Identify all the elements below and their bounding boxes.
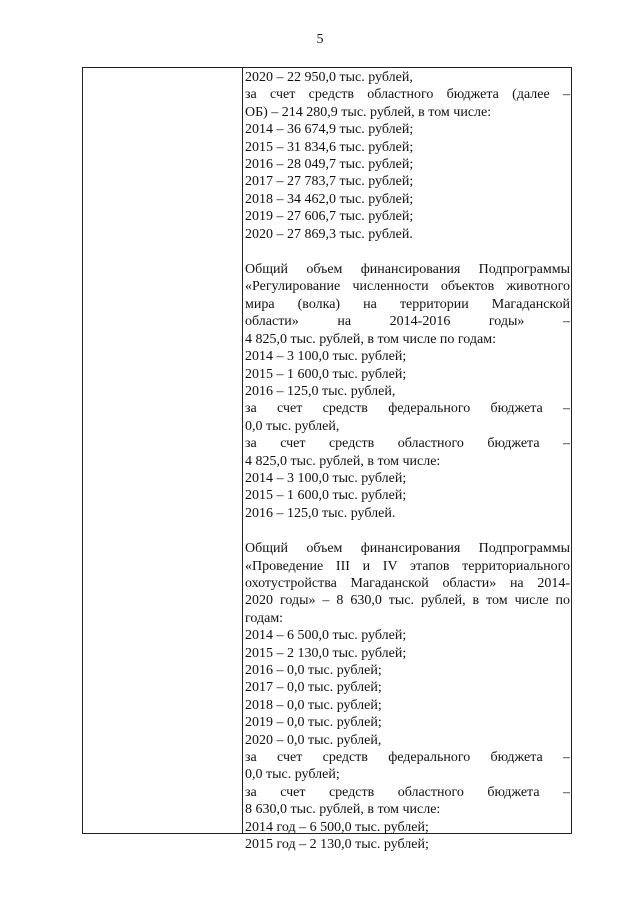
text-line: 2020 годы» – 8 630,0 тыс. рублей, в том числе по <box>245 593 570 609</box>
column-divider <box>242 67 243 834</box>
text-line: Общий объем финансирования Подпрограммы <box>245 262 570 278</box>
text-line: 2019 – 0,0 тыс. рублей; <box>245 715 382 731</box>
text-line: 2014 – 3 100,0 тыс. рублей; <box>245 470 407 486</box>
text-line: 2016 – 125,0 тыс. рублей. <box>245 505 396 521</box>
text-line: 2015 год – 2 130,0 тыс. рублей; <box>245 837 429 853</box>
text-line: 4 825,0 тыс. рублей, в том числе: <box>245 453 441 469</box>
text-line: за счет средств областного бюджета (далее – <box>245 87 570 103</box>
table-cell-content <box>245 69 570 853</box>
paragraph-state-program-budget <box>245 69 570 243</box>
text-line: области» на 2014-2016 годы» – <box>245 314 570 330</box>
text-line: 2018 – 34 462,0 тыс. рублей; <box>245 191 414 207</box>
text-line: 2020 – 0,0 тыс. рублей, <box>245 732 382 748</box>
text-line: ОБ) – 214 280,9 тыс. рублей, в том числе: <box>245 104 492 120</box>
text-line: за счет средств федерального бюджета – <box>245 401 570 417</box>
text-line: 8 630,0 тыс. рублей, в том числе: <box>245 802 441 818</box>
text-line: 2015 – 31 834,6 тыс. рублей; <box>245 139 414 155</box>
page-number: 5 <box>316 32 324 47</box>
text-line: 2014 – 6 500,0 тыс. рублей; <box>245 628 407 644</box>
text-line: годам: <box>245 610 284 626</box>
text-line: 2014 – 3 100,0 тыс. рублей; <box>245 349 407 365</box>
text-line: 2015 – 2 130,0 тыс. рублей; <box>245 645 407 661</box>
paragraph-wolf-subprogram <box>245 261 570 522</box>
text-line: 0,0 тыс. рублей, <box>245 418 340 434</box>
text-line: охотустройства Магаданской области» на 2014- <box>245 575 570 591</box>
text-line: 2019 – 27 606,7 тыс. рублей; <box>245 209 414 225</box>
text-line: 2015 – 1 600,0 тыс. рублей; <box>245 366 407 382</box>
text-line: 2014 – 36 674,9 тыс. рублей; <box>245 122 414 138</box>
text-line: 2017 – 27 783,7 тыс. рублей; <box>245 174 414 190</box>
text-line: 2016 – 0,0 тыс. рублей; <box>245 663 382 678</box>
text-line: 2020 – 27 869,3 тыс. рублей. <box>245 226 413 242</box>
text-line: 2016 – 125,0 тыс. рублей, <box>245 383 396 399</box>
text-line: за счет средств областного бюджета – <box>245 436 570 452</box>
text-line: 0,0 тыс. рублей; <box>245 767 340 783</box>
paragraph-hunting-subprogram <box>245 540 570 853</box>
text-line: за счет средств областного бюджета – <box>245 784 570 800</box>
text-line: 2018 – 0,0 тыс. рублей; <box>245 697 382 713</box>
text-line: 2016 – 28 049,7 тыс. рублей; <box>245 157 414 173</box>
text-line: 4 825,0 тыс. рублей, в том числе по годам: <box>245 331 496 347</box>
text-line: 2017 – 0,0 тыс. рублей; <box>245 680 382 696</box>
text-line: 2015 – 1 600,0 тыс. рублей; <box>245 488 407 504</box>
text-line: «Проведение III и IV этапов территориального <box>245 558 570 574</box>
text-line: мира (волка) на территории Магаданской <box>245 296 570 312</box>
text-line: за счет средств федерального бюджета – <box>245 750 570 766</box>
text-line: Общий объем финансирования Подпрограммы <box>245 541 570 557</box>
text-line: 2020 – 22 950,0 тыс. рублей, <box>245 70 413 85</box>
text-line: 2014 год – 6 500,0 тыс. рублей; <box>245 819 429 835</box>
text-line: «Регулирование численности объектов животного <box>245 279 570 295</box>
